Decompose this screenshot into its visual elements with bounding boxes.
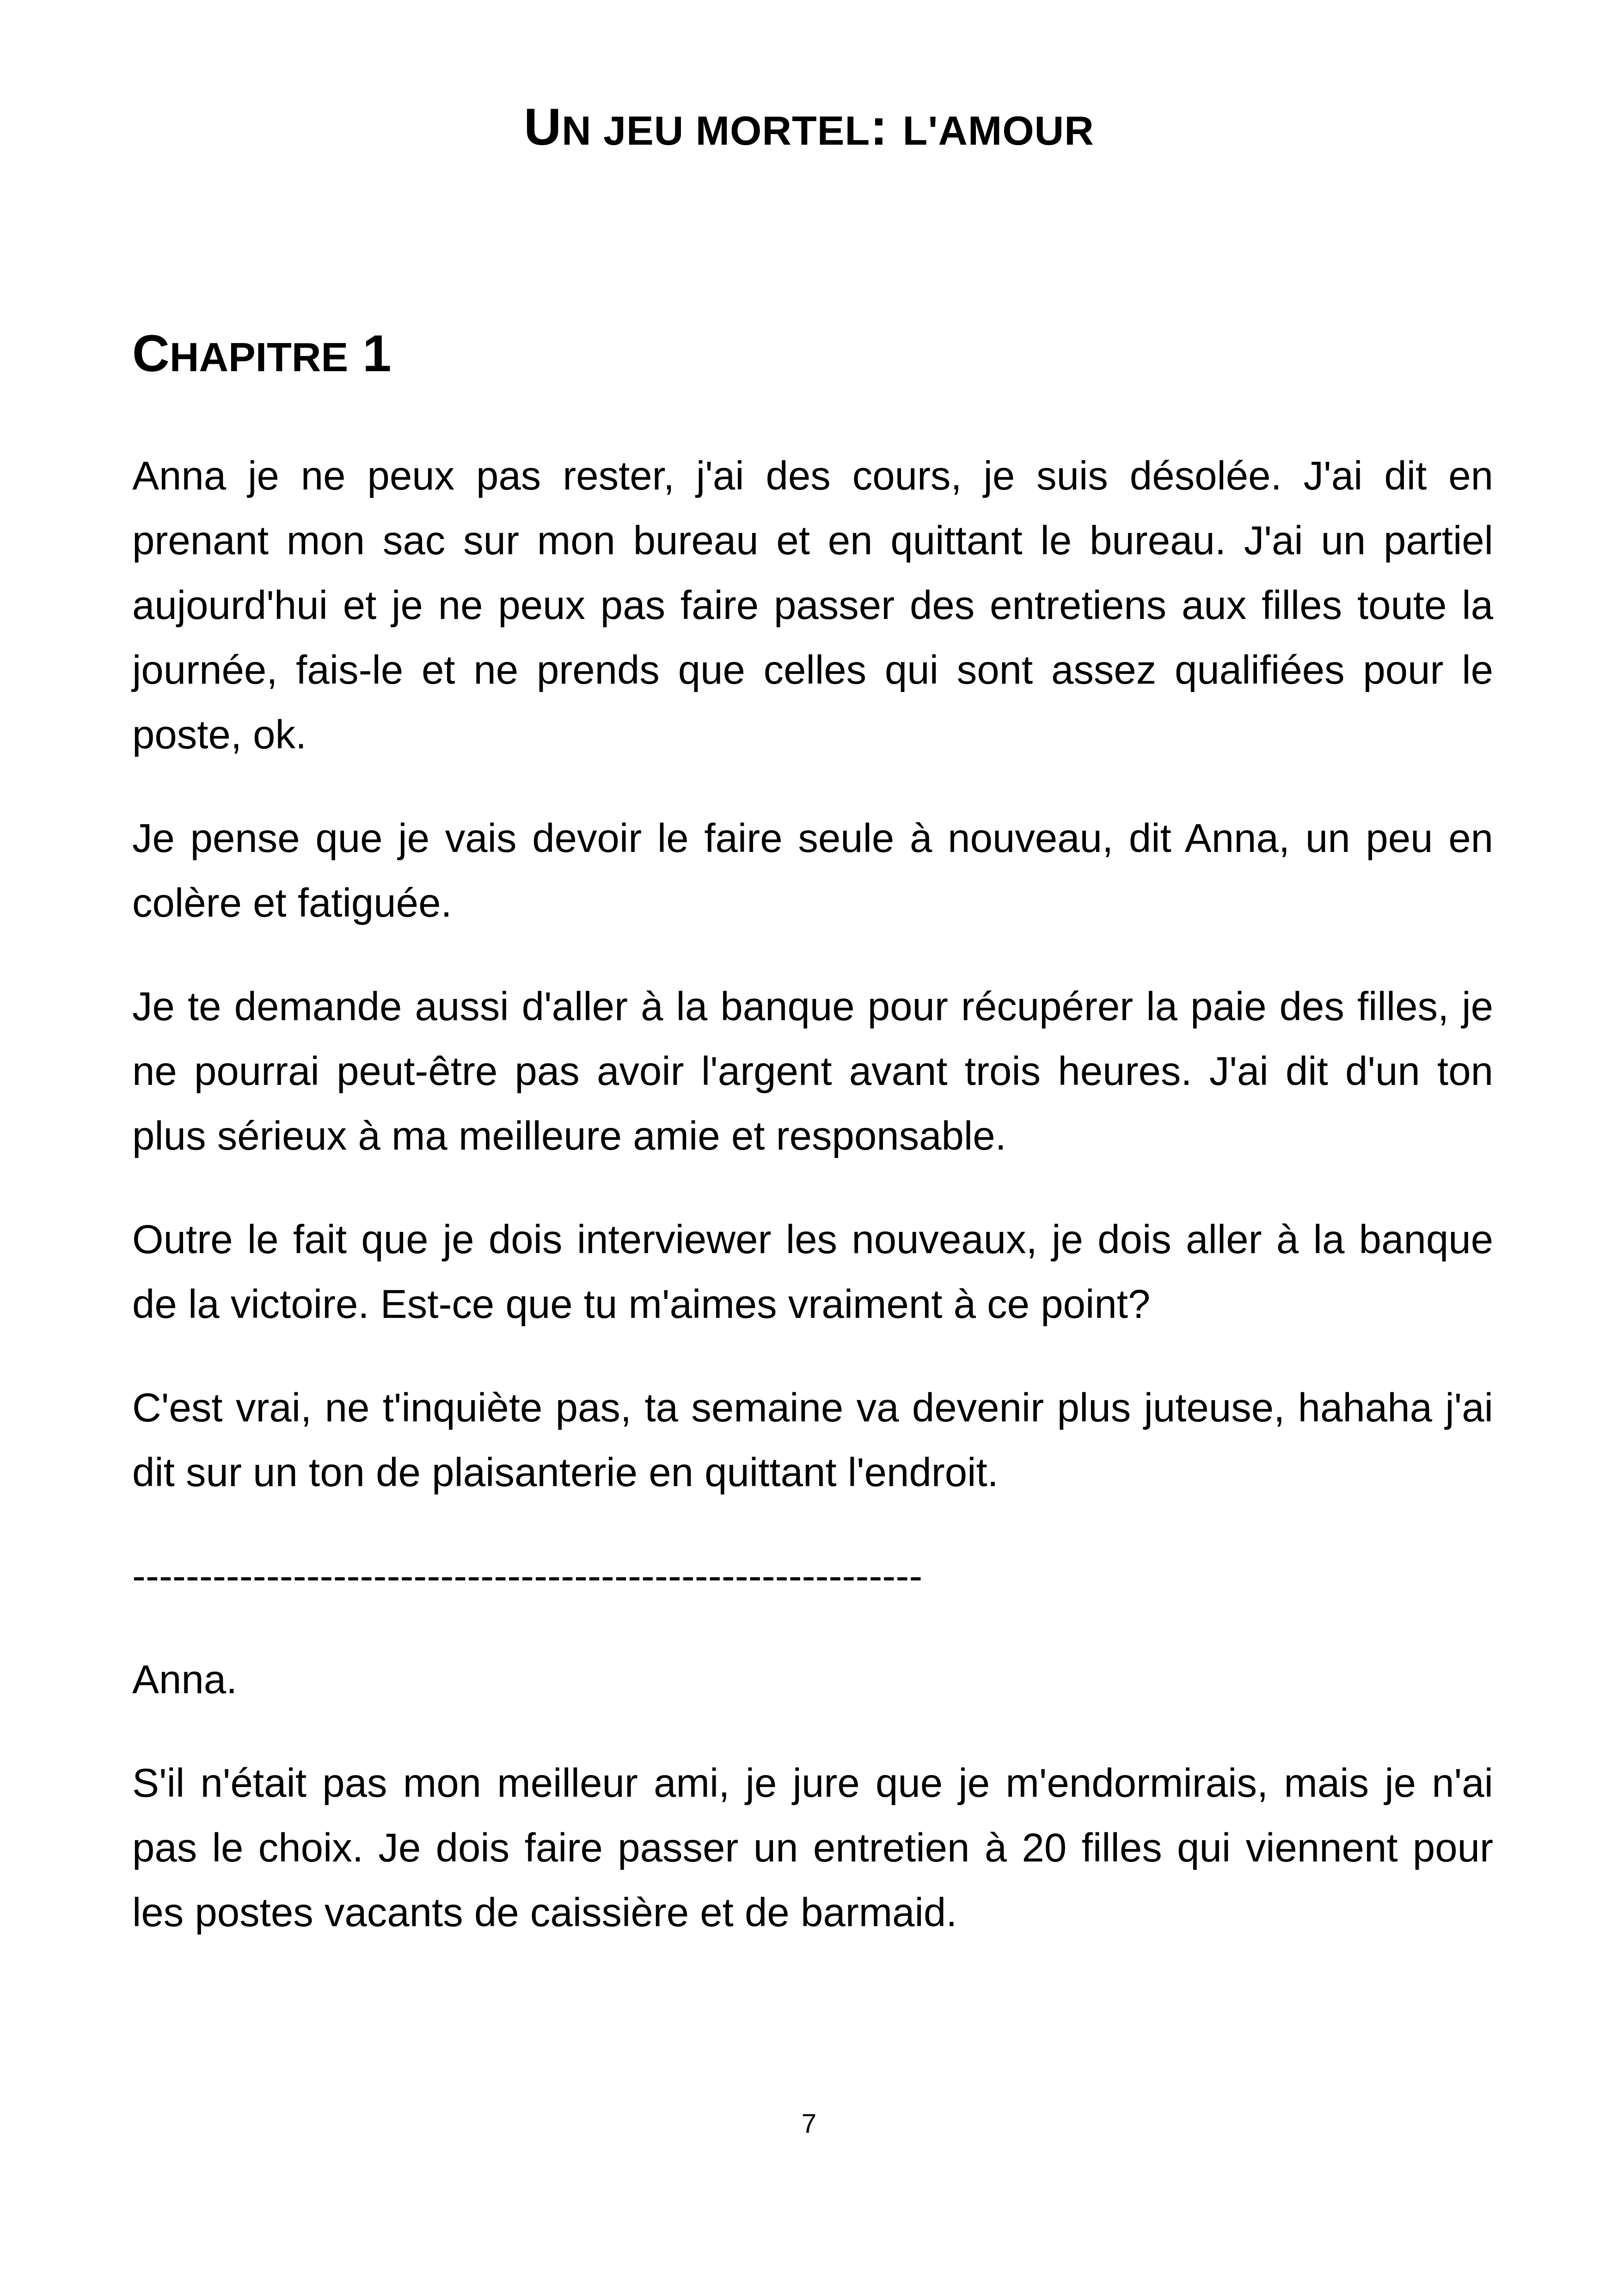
book-title [0, 95, 1618, 163]
paragraph-3: Je te demande aussi d'aller à la banque pour récupérer la paie des filles, je ne pourrai peut-être pas avoir l'argent avant trois heures. J'ai dit d'un ton plus sérieux à ma meilleure amie et responsable. [132, 984, 1493, 1158]
chapter-title-initial: C [132, 325, 170, 382]
paragraph-1: Anna je ne peux pas rester, j'ai des cours, je suis désolée. J'ai dit en prenant mon sac sur mon bureau et en quittant le bureau. J'ai un partiel aujourd'hui et je ne peux pas faire passer des entretiens aux filles toute la journée, fais-le et ne prends que celles qui sont assez qualifiées pour le poste, ok. [132, 453, 1493, 757]
page-number: 7 [801, 2109, 817, 2139]
paragraph-2: Je pense que je vais devoir le faire seule à nouveau, dit Anna, un peu en colère et fatiguée. [132, 816, 1493, 925]
paragraph-7: S'il n'était pas mon meilleur ami, je jure que je m'endormirais, mais je n'ai pas le choix. Je dois faire passer un entretien à 20 filles qui viennent pour les postes vacants de caissière et de barmaid. [132, 1761, 1493, 1935]
paragraph-5: C'est vrai, ne t'inquiète pas, ta semaine va devenir plus juteuse, hahaha j'ai dit sur un ton de plaisanterie en quittant l'endroit. [132, 1385, 1493, 1495]
book-title-colon: : [870, 98, 903, 156]
chapter-title-rest: HAPITRE [169, 334, 349, 380]
book-title-part-2: 'AMOUR [928, 108, 1094, 153]
book-title-initial-2: L [902, 108, 928, 153]
paragraph-6: Anna. [132, 1657, 238, 1702]
scene-separator: ----------------------------------------------------------- [132, 1554, 923, 1598]
paragraph-4: Outre le fait que je dois interviewer les nouveaux, je dois aller à la banque de la victoire. Est-ce que tu m'aimes vraiment à ce point? [132, 1217, 1493, 1327]
book-title-part-1: N JEU MORTEL [562, 108, 870, 153]
body-text [132, 444, 1493, 1984]
chapter-number: 1 [348, 325, 392, 382]
book-title-initial-1: U [524, 98, 562, 156]
chapter-title [132, 321, 392, 390]
